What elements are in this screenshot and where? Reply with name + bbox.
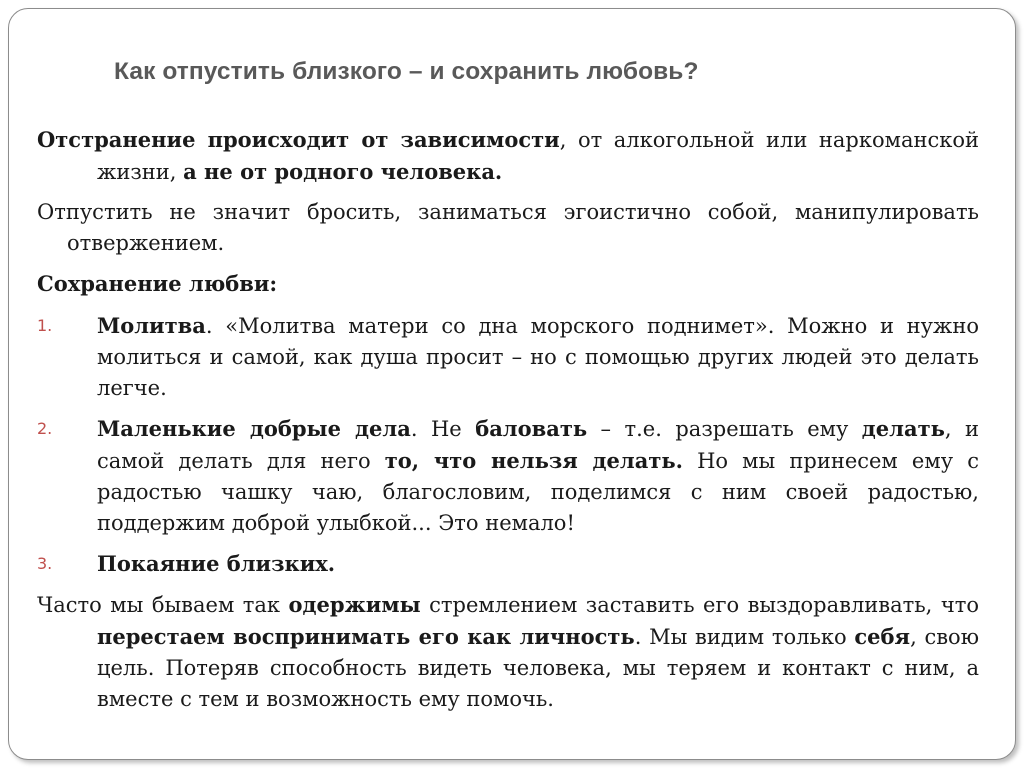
slide-title: Как отпустить близкого – и сохранить любовь? [114,58,699,85]
section-heading [37,268,979,300]
bold-text: баловать [475,416,588,441]
bold-text: делать [861,416,945,441]
text: Часто мы бываем так [37,593,289,617]
bold-text: себя [854,624,911,649]
bold-text: Покаяние близких. [97,551,336,576]
list-number: 2. [37,419,53,438]
bold-text: одержимы [288,592,421,617]
heading-text: Сохранение любви: [37,271,278,296]
text: . «Молитва матери со дна морского поднимет». Можно и нужно молиться и самой, как душа просит – но с помощью других людей это делать легче. [97,314,979,400]
text: . Не [410,417,476,441]
text: , от алкогольной или наркоманской жизни, [97,128,979,184]
text: стремлением заставить его выздоравливать, что [420,593,979,617]
paragraph-obsession [37,589,979,715]
list-number: 1. [37,316,53,335]
list-item-repentance [37,548,979,580]
list-item-prayer [37,310,979,404]
text: Но мы принесем ему с радостью чашку чаю, благословим, поделимся с ним своей радостью, поддержим доброй улыбкой... Это немало! [97,449,979,535]
slide-content [37,124,979,724]
text: – т.е. разрешать ему [587,417,862,441]
paragraph-detachment [37,124,979,188]
list-item-good-deeds [37,413,979,539]
text: Отпустить не значит бросить, заниматься эгоистично собой, манипулировать отвержением. [37,200,979,255]
bold-text: Отстранение происходит от зависимости [37,127,560,152]
bold-text: Маленькие добрые дела [97,416,411,441]
text: . Мы видим только [634,625,855,649]
bold-text: Молитва [97,313,206,338]
bold-text: перестаем воспринимать его как личность [97,624,635,649]
bold-text: то, что нельзя делать. [384,448,683,473]
list-number: 3. [37,554,53,573]
bold-text: а не от родного человека. [183,159,503,184]
text: , свою цель. Потеряв способность видеть человека, мы теряем и контакт с ним, а вместе с тем и возможность ему помочь. [97,625,979,711]
paragraph-let-go [37,197,979,259]
text: , и самой делать для него [97,417,979,473]
